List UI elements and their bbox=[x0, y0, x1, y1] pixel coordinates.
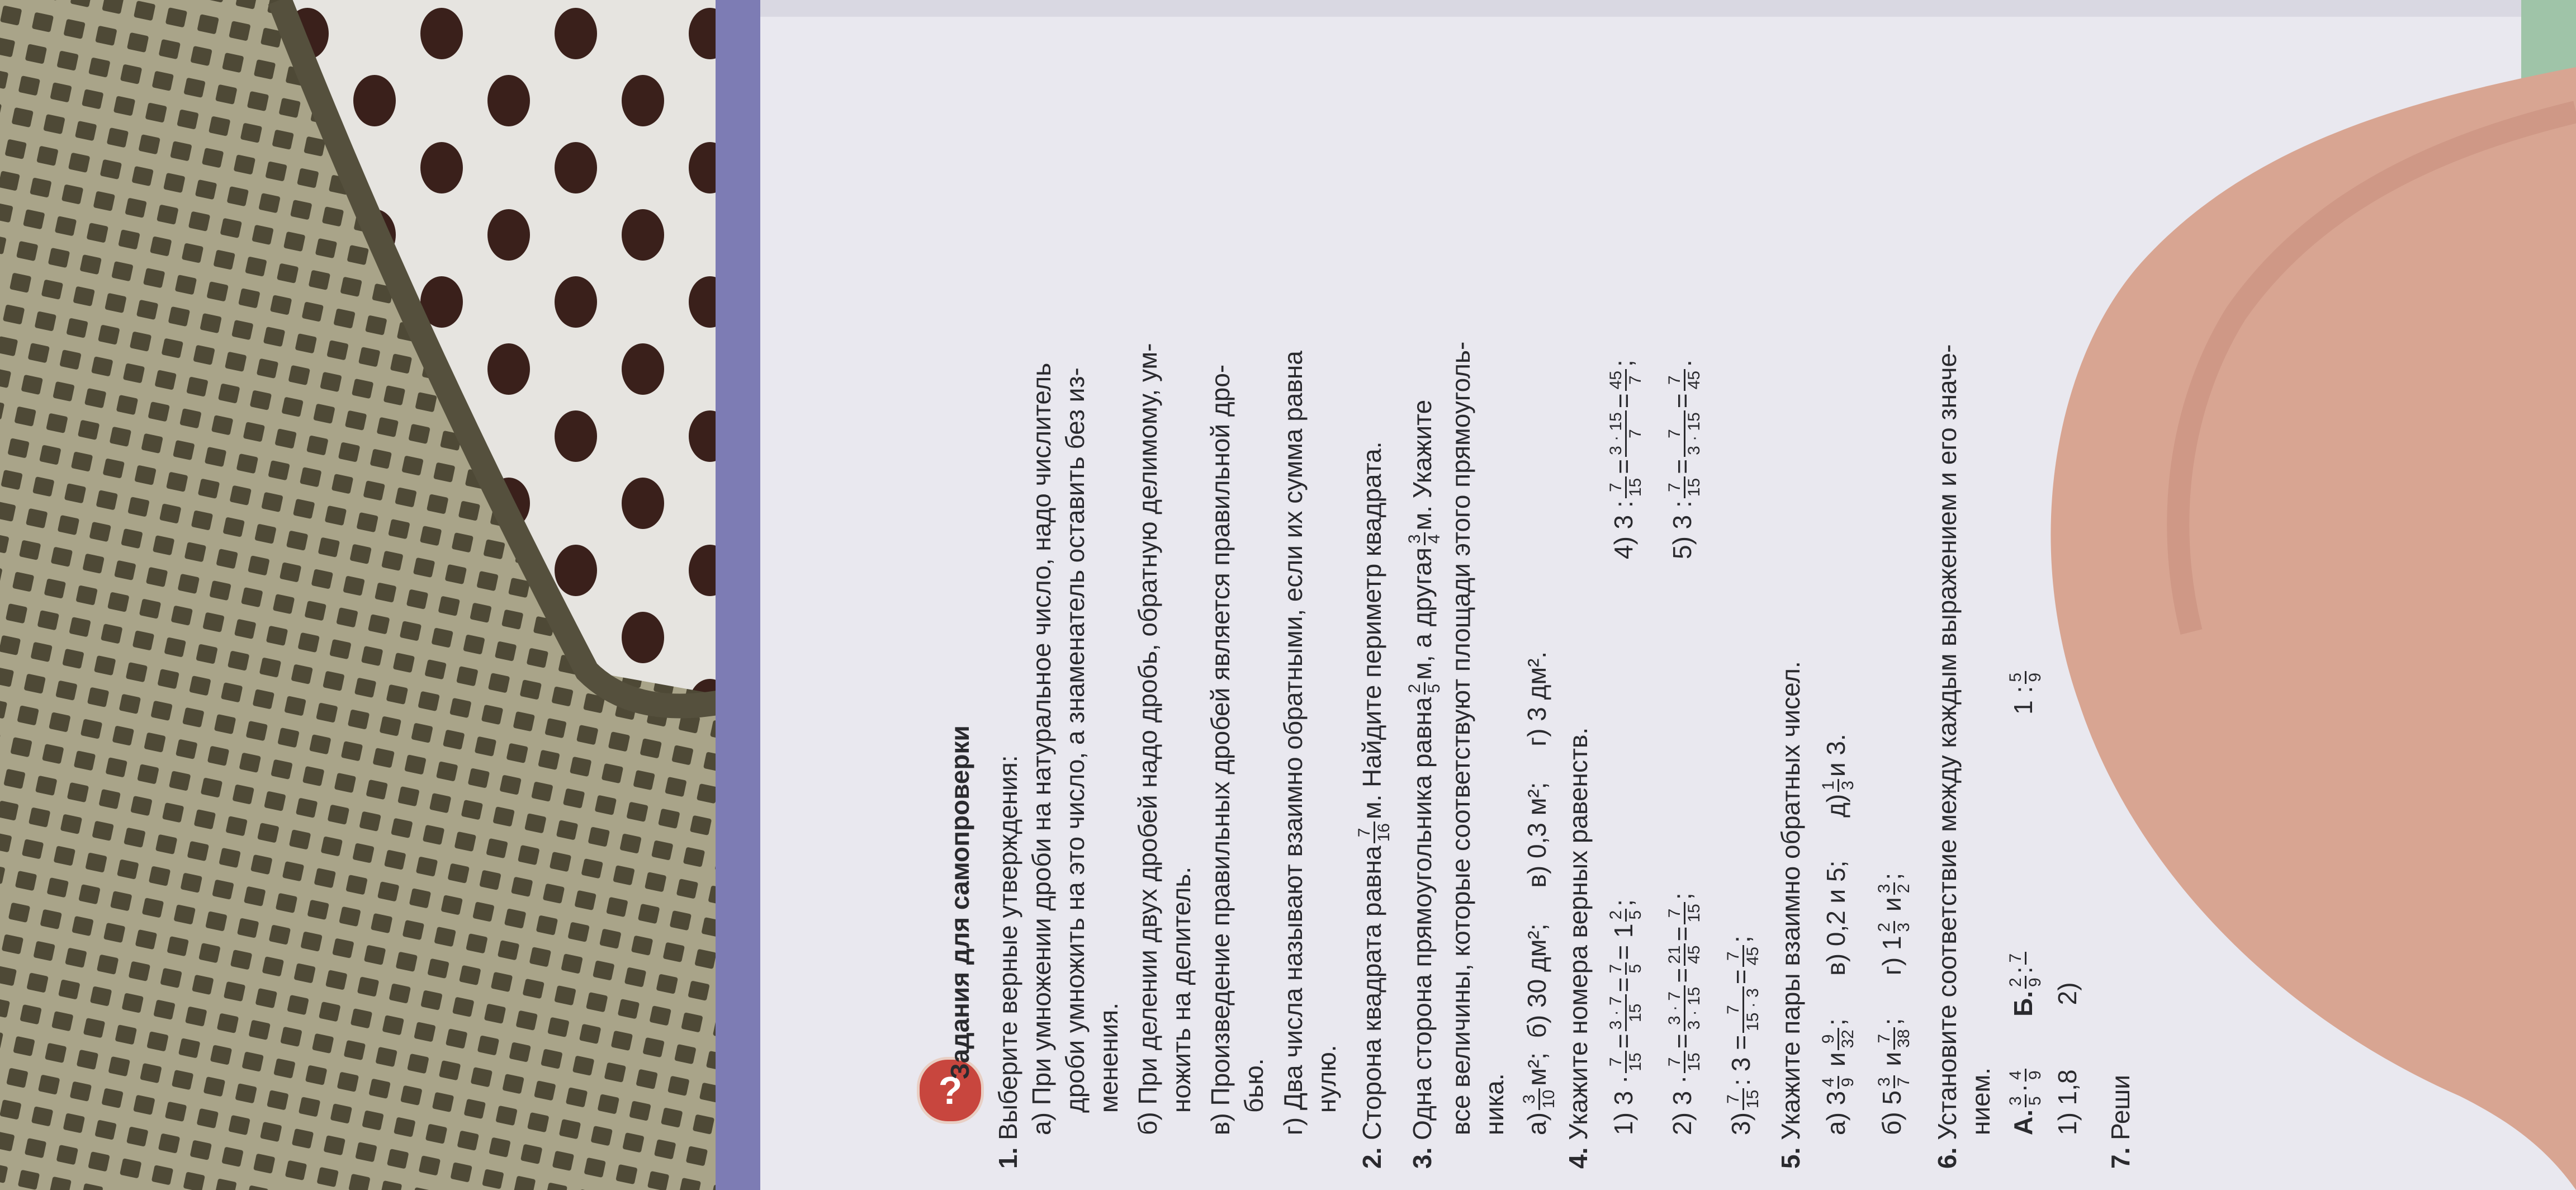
task-7: 7. Реши bbox=[2106, 1075, 2135, 1169]
task-4-equation-5: 5) 3 : 7 15 = 7 3 · 15 = 7 45 . bbox=[1665, 360, 1703, 559]
task-1-option-c: в) Произведение правильных дробей является правильной дро- bbox=[1206, 364, 1235, 1135]
task-4-equation-3: 3) 7 15 : 3 = 7 15 · 3 = 7 45 ; bbox=[1724, 936, 1762, 1135]
task-1-option-b-line2: ножить на делитель. bbox=[1167, 866, 1196, 1113]
task-6-expressions: А. 3 5 · 4 9 Б. 2 9 : 7 1 : 5 9 bbox=[2007, 669, 2044, 1135]
task-6-values: 1) 1,8 2) bbox=[2053, 982, 2082, 1135]
task-4-equation-4: 4) 3 : 7 15 = 3 · 15 7 = 45 7 ; bbox=[1607, 360, 1645, 559]
task-6-line1: 6. Установите соответствие между каждым выражением и его значе- bbox=[1933, 344, 1962, 1169]
task-4-equation-2: 2) 3 · 7 15 = 3 · 7 3 · 15 = 21 45 = 7 15 ; bbox=[1665, 892, 1703, 1135]
task-3-line2: все величины, которые соответствуют площади этого прямоуголь- bbox=[1446, 341, 1475, 1135]
task-3-line3: ника. bbox=[1480, 1073, 1509, 1135]
task-1-option-a: а) При умножении дроби на натуральное число, надо числитель bbox=[1027, 362, 1056, 1135]
task-4-prompt: 4. Укажите номера верных равенств. bbox=[1564, 727, 1593, 1169]
task-3: 3. Одна сторона прямоугольника равна 2 5 м, а другая 3 4 м. Укажите bbox=[1405, 399, 1443, 1169]
task-1-prompt: 1. Выберите верные утверждения: bbox=[993, 755, 1022, 1169]
section-title: Задания для самопроверки bbox=[945, 725, 974, 1079]
task-3-options: а) 3 10 м²; б) 30 дм²; в) 0,3 м²; г) 3 дм². bbox=[1520, 651, 1558, 1135]
task-4-equation-1: 1) 3 · 7 15 = 3 · 7 15 = 7 5 = 1 2 5 ; bbox=[1607, 899, 1645, 1135]
task-1-option-c-line2: бью. bbox=[1239, 1058, 1268, 1113]
question-icon: ? bbox=[917, 1057, 984, 1124]
task-1-option-d-line2: нулю. bbox=[1312, 1045, 1341, 1113]
task-1-option-a-line3: менения. bbox=[1094, 1003, 1123, 1113]
task-5-row-1: а) 3 4 9 и 9 32 ; в) 0,2 и 5; д) 1 3 и 3. bbox=[1819, 734, 1857, 1135]
task-1-option-d: г) Два числа называют взаимно обратными, если их сумма равна bbox=[1278, 351, 1308, 1135]
task-2: 2. Сторона квадрата равна 7 16 м. Найдите периметр квадрата. bbox=[1355, 441, 1393, 1169]
task-5-row-2: б) 5 3 7 и 7 38 ; г) 1 2 3 и 3 2 ; bbox=[1875, 872, 1913, 1135]
task-6-line2: нием. bbox=[1966, 1067, 1995, 1135]
task-1-option-b: б) При делении двух дробей надо дробь, обратную делимому, ум- bbox=[1133, 343, 1162, 1135]
task-5-prompt: 5. Укажите пары взаимно обратных чисел. bbox=[1776, 661, 1805, 1169]
finger-occluding-page bbox=[1901, 0, 2576, 1190]
task-1-option-a-line2: дроби умножить на это число, а знаменатель оставить без из- bbox=[1060, 367, 1090, 1113]
